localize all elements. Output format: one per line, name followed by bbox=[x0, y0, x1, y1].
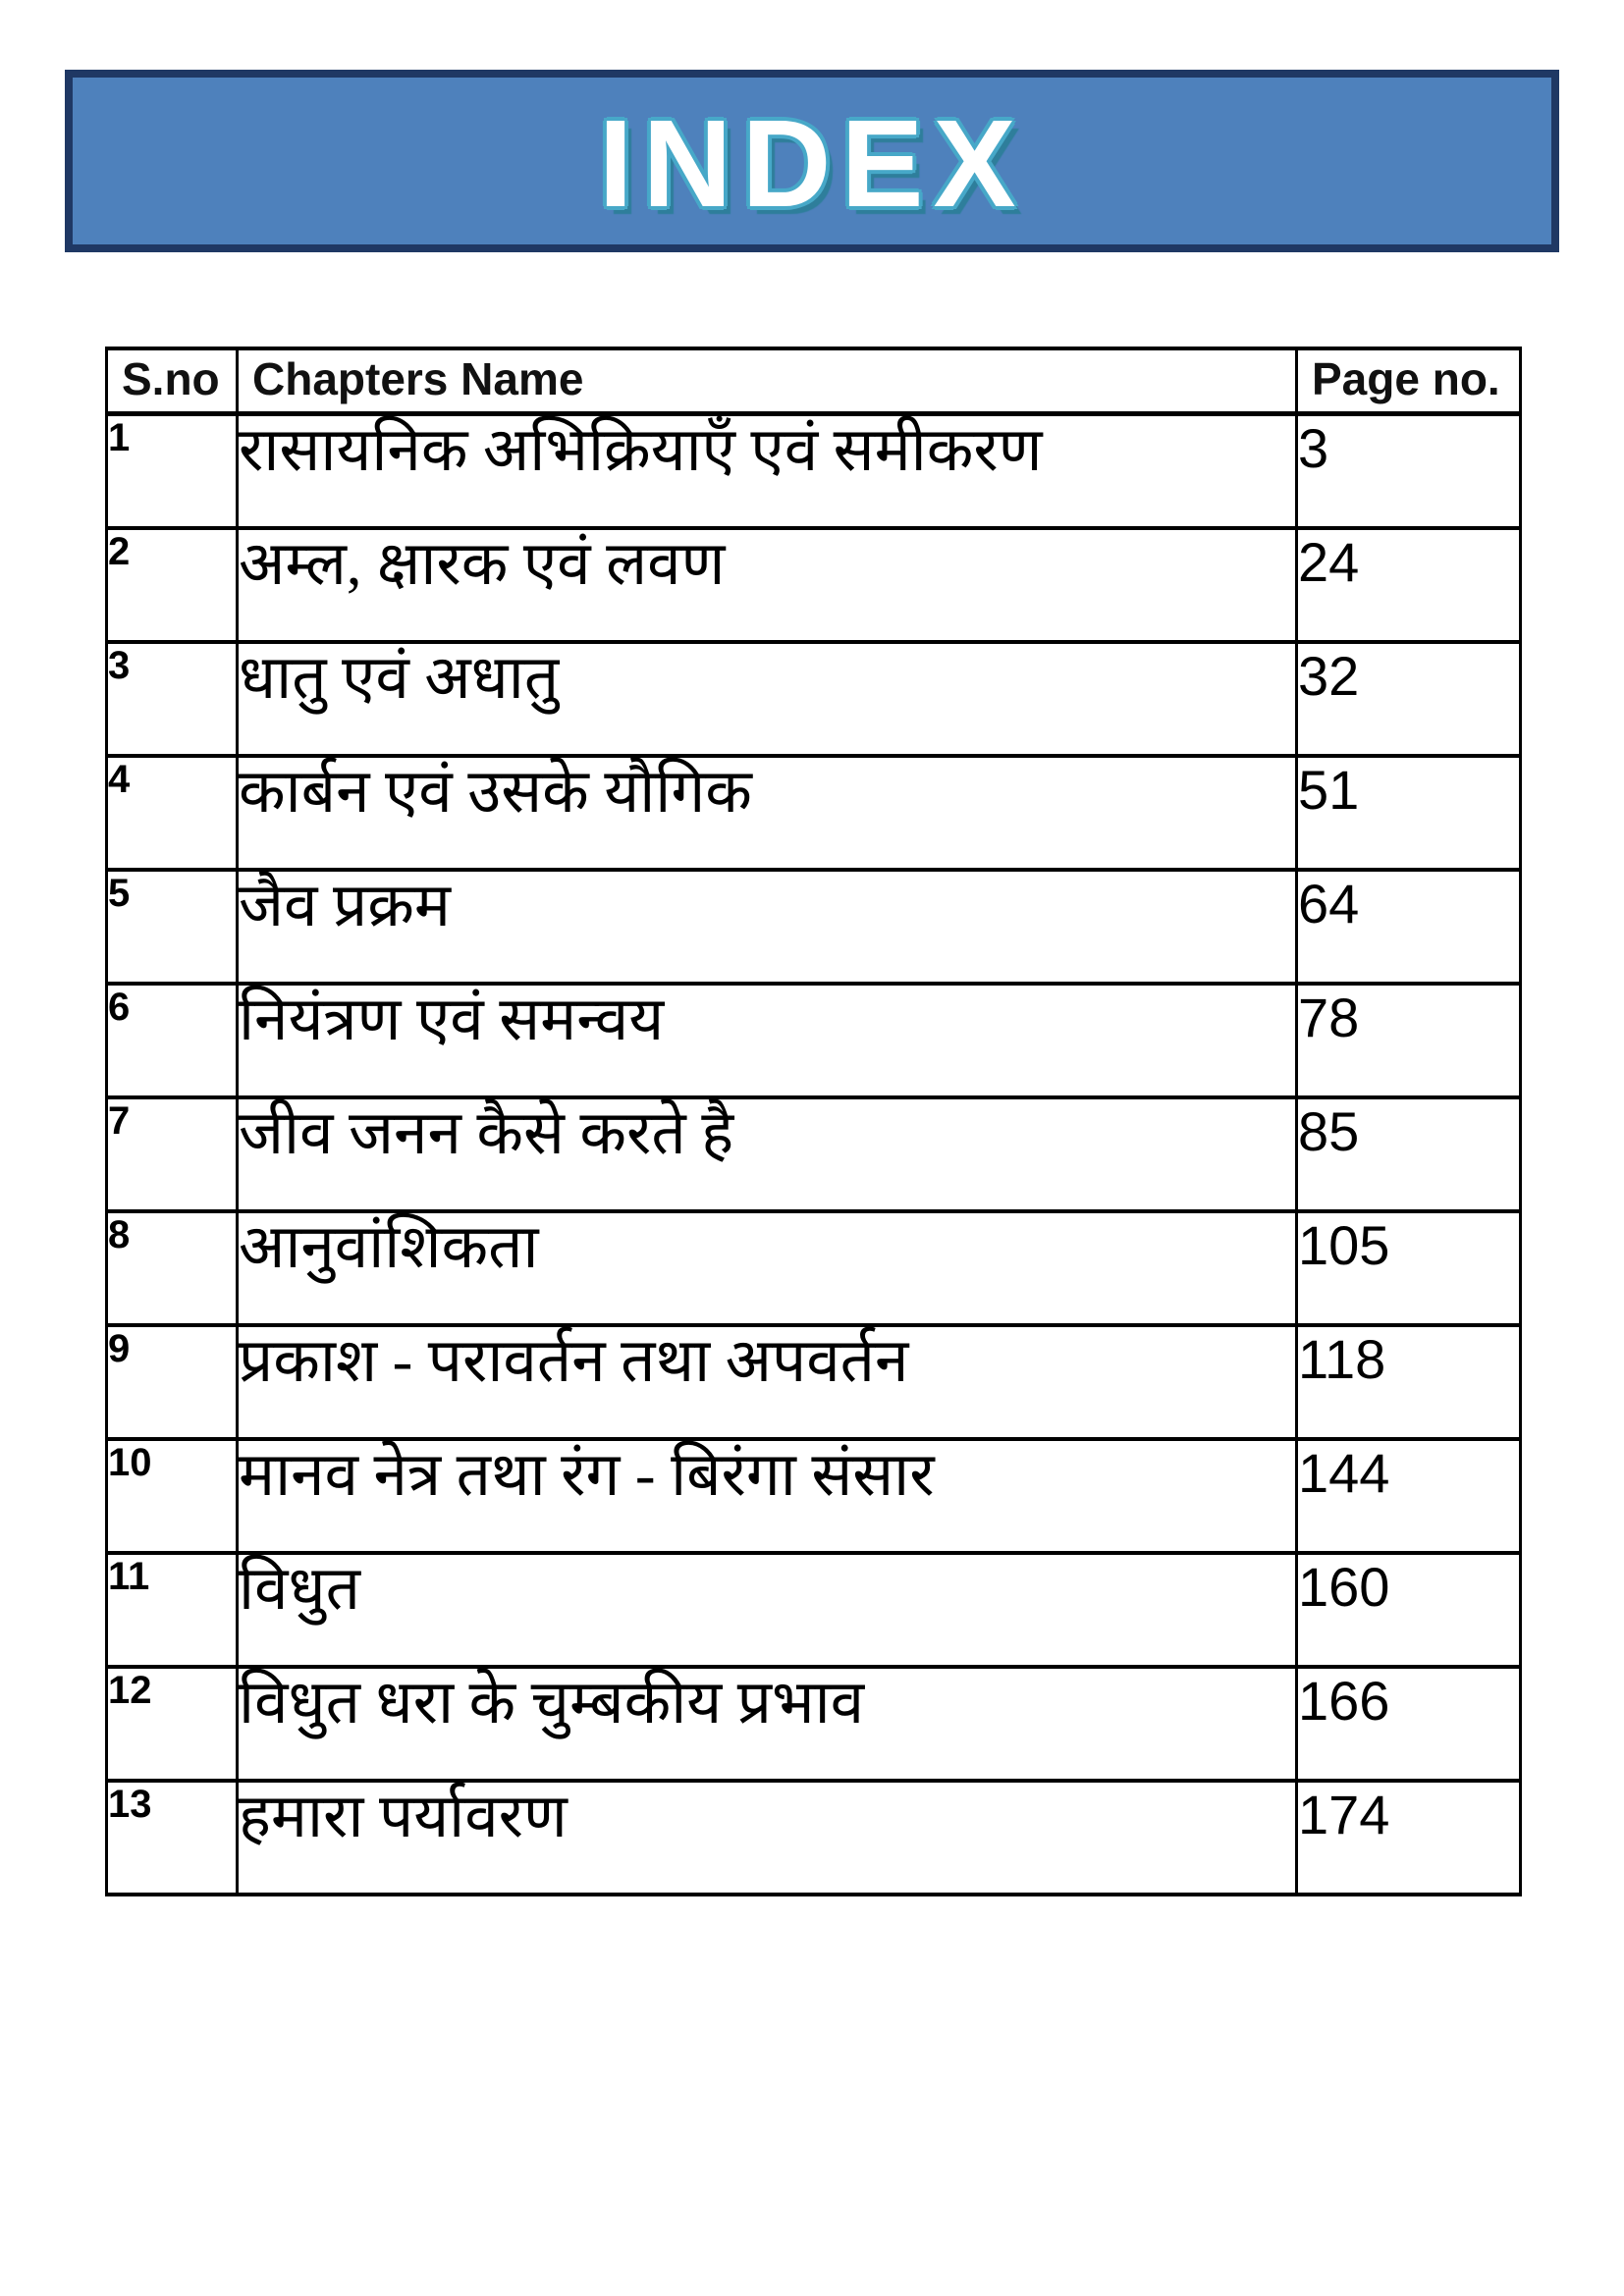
row-serial-number: 2 bbox=[107, 528, 238, 642]
table-row bbox=[107, 1781, 1521, 1895]
row-page-number: 118 bbox=[1297, 1325, 1521, 1439]
row-chapter-name: विधुत धरा के चुम्बकीय प्रभाव bbox=[238, 1667, 1297, 1781]
row-chapter-name: हमारा पर्यावरण bbox=[238, 1781, 1297, 1895]
header-chapter-name: Chapters Name bbox=[238, 348, 1297, 414]
row-chapter-name: आनुवांशिकता bbox=[238, 1211, 1297, 1325]
row-serial-number: 9 bbox=[107, 1325, 238, 1439]
row-serial-number: 8 bbox=[107, 1211, 238, 1325]
row-chapter-name: रासायनिक अभिक्रियाएँ एवं समीकरण bbox=[238, 414, 1297, 528]
row-chapter-name: अम्ल, क्षारक एवं लवण bbox=[238, 528, 1297, 642]
header-sno: S.no bbox=[107, 348, 238, 414]
row-page-number: 174 bbox=[1297, 1781, 1521, 1895]
table-row bbox=[107, 1325, 1521, 1439]
table-row bbox=[107, 756, 1521, 870]
row-chapter-name: नियंत्रण एवं समन्वय bbox=[238, 984, 1297, 1097]
row-page-number: 24 bbox=[1297, 528, 1521, 642]
row-page-number: 166 bbox=[1297, 1667, 1521, 1781]
row-page-number: 105 bbox=[1297, 1211, 1521, 1325]
row-serial-number: 4 bbox=[107, 756, 238, 870]
table-row bbox=[107, 1439, 1521, 1553]
index-title: INDEX bbox=[598, 94, 1026, 233]
row-chapter-name: जीव जनन कैसे करते है bbox=[238, 1097, 1297, 1211]
row-page-number: 78 bbox=[1297, 984, 1521, 1097]
row-page-number: 51 bbox=[1297, 756, 1521, 870]
table-row bbox=[107, 642, 1521, 756]
table-row bbox=[107, 1097, 1521, 1211]
table-row bbox=[107, 984, 1521, 1097]
table-row bbox=[107, 1667, 1521, 1781]
row-serial-number: 1 bbox=[107, 414, 238, 528]
table-header bbox=[107, 348, 1521, 414]
index-banner bbox=[65, 70, 1559, 252]
table-row bbox=[107, 414, 1521, 528]
table-body bbox=[107, 414, 1521, 1895]
row-page-number: 64 bbox=[1297, 870, 1521, 984]
row-serial-number: 3 bbox=[107, 642, 238, 756]
table-row bbox=[107, 1553, 1521, 1667]
row-serial-number: 6 bbox=[107, 984, 238, 1097]
row-chapter-name: विधुत bbox=[238, 1553, 1297, 1667]
row-chapter-name: मानव नेत्र तथा रंग - बिरंगा संसार bbox=[238, 1439, 1297, 1553]
row-chapter-name: प्रकाश - परावर्तन तथा अपवर्तन bbox=[238, 1325, 1297, 1439]
row-serial-number: 11 bbox=[107, 1553, 238, 1667]
row-serial-number: 7 bbox=[107, 1097, 238, 1211]
table-row bbox=[107, 870, 1521, 984]
row-page-number: 144 bbox=[1297, 1439, 1521, 1553]
index-table bbox=[105, 347, 1522, 1896]
row-chapter-name: धातु एवं अधातु bbox=[238, 642, 1297, 756]
row-serial-number: 12 bbox=[107, 1667, 238, 1781]
header-page-no: Page no. bbox=[1297, 348, 1521, 414]
table-header-row bbox=[107, 348, 1521, 414]
row-page-number: 3 bbox=[1297, 414, 1521, 528]
row-page-number: 160 bbox=[1297, 1553, 1521, 1667]
row-serial-number: 5 bbox=[107, 870, 238, 984]
table-row bbox=[107, 528, 1521, 642]
row-chapter-name: कार्बन एवं उसके यौगिक bbox=[238, 756, 1297, 870]
row-page-number: 32 bbox=[1297, 642, 1521, 756]
row-page-number: 85 bbox=[1297, 1097, 1521, 1211]
row-chapter-name: जैव प्रक्रम bbox=[238, 870, 1297, 984]
table-row bbox=[107, 1211, 1521, 1325]
row-serial-number: 13 bbox=[107, 1781, 238, 1895]
row-serial-number: 10 bbox=[107, 1439, 238, 1553]
